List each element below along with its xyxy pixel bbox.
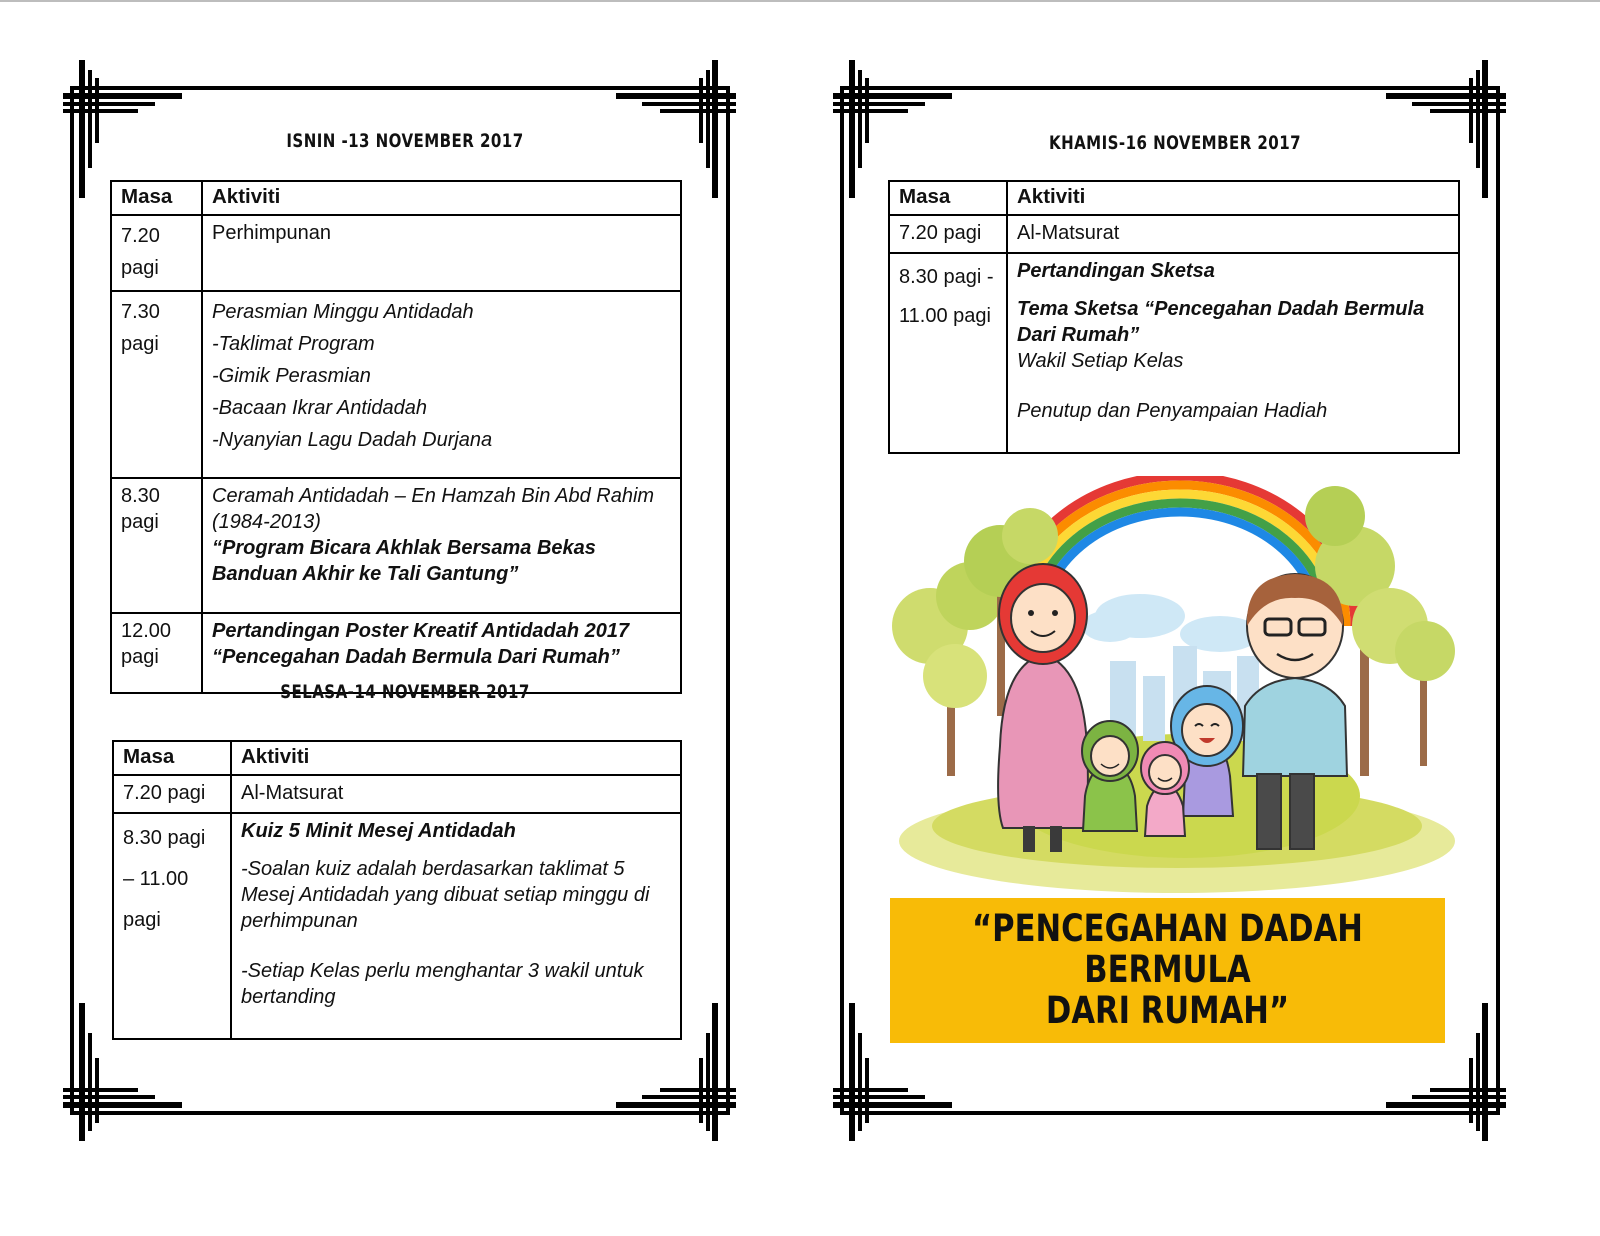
- slogan-text: “PENCEGAHAN DADAH BERMULA DARI RUMAH”: [972, 907, 1363, 1032]
- activity-cell: Al-Matsurat: [231, 775, 681, 813]
- time-cell: 7.20 pagi: [111, 215, 202, 291]
- activity-cell: Perhimpunan: [202, 215, 681, 291]
- column-header-aktiviti: Aktiviti: [231, 741, 681, 775]
- tuesday-heading: SELASA-14 NOVEMBER 2017: [280, 681, 530, 703]
- monday-heading: ISNIN -13 NOVEMBER 2017: [286, 130, 524, 152]
- time-cell: 12.00 pagi: [111, 613, 202, 693]
- family-under-rainbow-illustration: [885, 476, 1465, 896]
- time-cell: 7.20 pagi: [889, 215, 1007, 253]
- column-header-aktiviti: Aktiviti: [202, 181, 681, 215]
- activity-cell: Ceramah Antidadah – En Hamzah Bin Abd Rahim (1984-2013) “Program Bicara Akhlak Bersama Bekas Banduan Akhir ke Tali Gantung”: [202, 478, 681, 613]
- page-top-rule: [0, 0, 1600, 2]
- time-cell: 8.30 pagi: [111, 478, 202, 613]
- table-row: [889, 253, 1459, 453]
- time-cell: 8.30 pagi – 11.00 pagi: [113, 813, 231, 1039]
- table-header-row: [889, 181, 1459, 215]
- column-header-aktiviti: Aktiviti: [1007, 181, 1459, 215]
- column-header-masa: Masa: [889, 181, 1007, 215]
- activity-cell: Perasmian Minggu Antidadah -Taklimat Program -Gimik Perasmian -Bacaan Ikrar Antidadah -Nyanyian Lagu Dadah Durjana: [202, 291, 681, 478]
- column-header-masa: Masa: [113, 741, 231, 775]
- activity-cell: Pertandingan Sketsa Tema Sketsa “Pencegahan Dadah Bermula Dari Rumah” Wakil Setiap Kelas Penutup dan Penyampaian Hadiah: [1007, 253, 1459, 453]
- table-row: [889, 215, 1459, 253]
- slogan-banner: [890, 898, 1445, 1043]
- table-row: [113, 813, 681, 1039]
- time-cell: 8.30 pagi - 11.00 pagi: [889, 253, 1007, 453]
- table-header-row: [111, 181, 681, 215]
- time-cell: 7.20 pagi: [113, 775, 231, 813]
- thursday-heading: KHAMIS-16 NOVEMBER 2017: [1048, 132, 1302, 154]
- column-header-masa: Masa: [111, 181, 202, 215]
- table-row: [113, 775, 681, 813]
- mother-figure: [998, 564, 1088, 852]
- monday-schedule-table: [110, 180, 682, 694]
- activity-cell: Al-Matsurat: [1007, 215, 1459, 253]
- activity-cell: Pertandingan Poster Kreatif Antidadah 2017 “Pencegahan Dadah Bermula Dari Rumah”: [202, 613, 681, 693]
- table-row: [111, 215, 681, 291]
- table-row: [111, 478, 681, 613]
- table-row: [111, 291, 681, 478]
- thursday-schedule-table: [888, 180, 1460, 454]
- activity-cell: Kuiz 5 Minit Mesej Antidadah -Soalan kuiz adalah berdasarkan taklimat 5 Mesej Antidadah yang dibuat setiap minggu di perhimpunan -Setiap Kelas perlu menghantar 3 wakil untuk bertanding: [231, 813, 681, 1039]
- right-page: [830, 58, 1520, 1168]
- time-cell: 7.30 pagi: [111, 291, 202, 478]
- table-header-row: [113, 741, 681, 775]
- left-page: [60, 58, 750, 1168]
- tuesday-schedule-table: [112, 740, 682, 1040]
